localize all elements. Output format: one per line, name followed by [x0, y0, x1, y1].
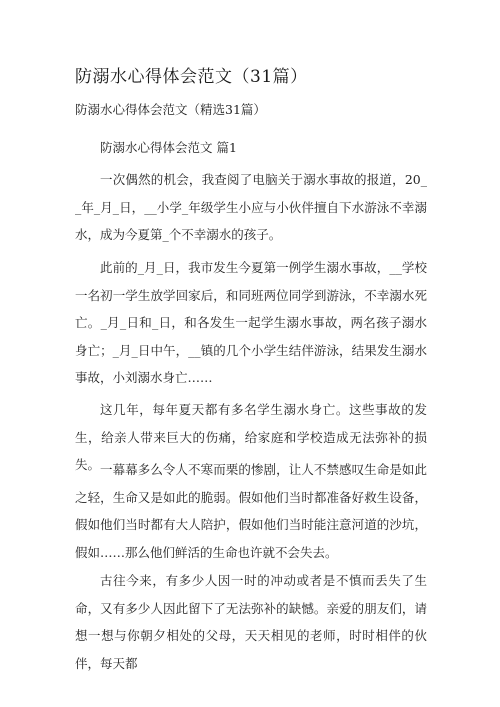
- paragraph: 古往今来，有多少人因一时的冲动或者是不慎而丢失了生命，又有多少人因此留下了无法弥补的缺憾。亲爱的朋友们，请想一想与你朝夕相处的父母，天天相见的老师，时时相伴的伙伴，每天都: [75, 573, 427, 671]
- paragraph: 一幕幕多么令人不寒而栗的惨剧，让人不禁感叹生命是如此之轻，生命又是如此的脆弱。假如他们当时都准备好救生设备，假如他们当时都有大人陪护，假如他们当时能注意河道的沙坑，假如……那么他们鲜活的生命也许就不会失去。: [75, 462, 427, 560]
- paragraph: 此前的_月_日，我市发生今夏第一例学生溺水事故，__学校一名初一学生放学回家后，和同班两位同学到游泳，不幸溺水死亡。_月_日和_日，和各发生一起学生溺水事故，两名孩子溺水身亡；_月_日中午，__镇的几个小学生结伴游泳，结果发生溺水事故，小刘溺水身亡……: [75, 260, 427, 385]
- paragraph: 这几年，每年夏天都有多名学生溺水身亡。这些事故的发生，给亲人带来巨大的伤痛，给家庭和学校造成无法弥补的损失。: [75, 402, 427, 472]
- document-subtitle: 防溺水心得体会范文（精选31篇）: [75, 102, 266, 117]
- section-heading: 防溺水心得体会范文 篇1: [100, 140, 237, 155]
- paragraph: 一次偶然的机会，我查阅了电脑关于溺水事故的报道，20__年_月_日，__小学_年级学生小应与小伙伴擅自下水游泳不幸溺水，成为今夏第_个不幸溺水的孩子。: [75, 172, 427, 242]
- document-title: 防溺水心得体会范文（31篇）: [75, 67, 308, 87]
